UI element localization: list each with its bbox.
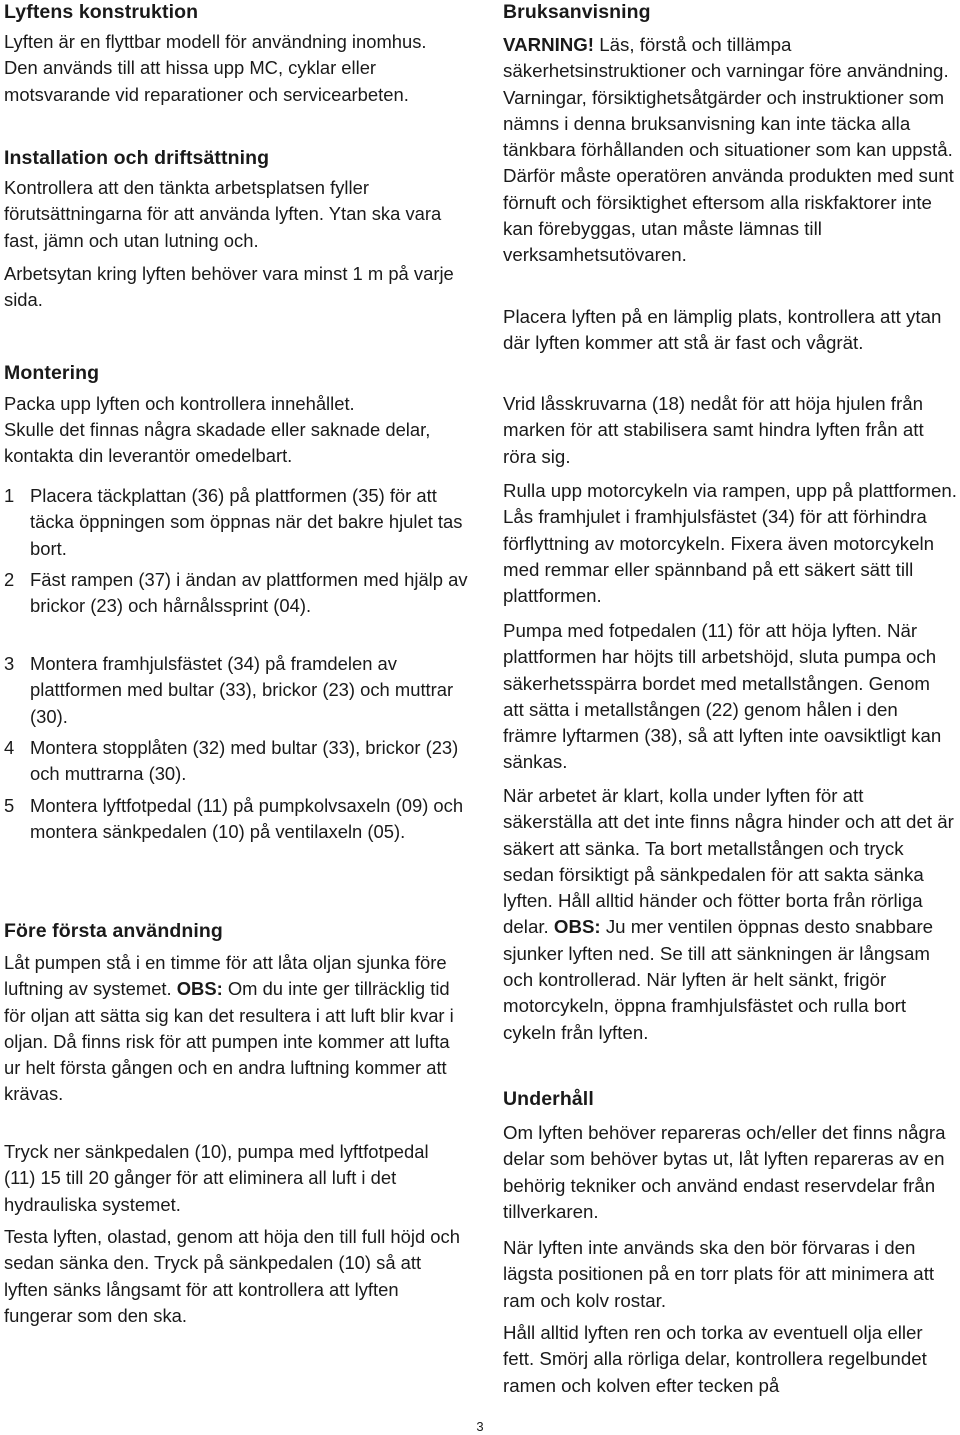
- step-number: 1: [4, 485, 15, 506]
- step-text: Fäst rampen (37) i ändan av plattformen med hjälp av brickor (23) och hårnålssprint (04).: [30, 569, 468, 617]
- assembly-step: [4, 735, 470, 788]
- first-use-text-2: Tryck ner sänkpedalen (10), pumpa med lyftfotpedal (11) 15 till 20 gånger för att eliminera all luft i det hydrauliska systemet.: [4, 1141, 429, 1215]
- heading-construction: Lyftens konstruktion: [4, 1, 199, 23]
- heading-installation: Installation och driftsättning: [4, 147, 270, 169]
- step-number: 5: [4, 795, 15, 816]
- warning-label: VARNING!: [503, 34, 595, 55]
- assembly-step: [4, 483, 470, 562]
- maintenance-text-1: Om lyften behöver repareras och/eller det finns några delar som behöver bytas ut, låt lyften repareras av en behörig tekniker och använd endast reservdelar från tillverkaren.: [503, 1122, 946, 1222]
- first-use-text-1: [4, 950, 462, 1108]
- step-text: Montera framhjulsfästet (34) på framdelen av plattformen med bultar (33), brickor (23) och muttrar (30).: [30, 653, 454, 727]
- assembly-step: [4, 651, 470, 730]
- step-number: 2: [4, 569, 15, 590]
- step-number: 3: [4, 653, 15, 674]
- instructions-text-4: Rulla upp motorcykeln via rampen, upp på plattformen. Lås framhjulet i framhjulsfästet (34) för att förhindra förflyttning av motorcykeln. Fixera även motorcykeln med remmar eller spännband på ett säkert sätt till plattformen.: [503, 480, 957, 607]
- first-use-text-1a: Låt pumpen stå i en timme för att låta oljan sjunka före luftning av systemet.: [4, 952, 447, 1000]
- maintenance-text-2: När lyften inte används ska den bör förvaras i den lägsta positionen på en torr plats för att minimera att ram och kolv rostar.: [503, 1237, 935, 1311]
- assembly-step: [4, 793, 470, 846]
- instructions-text-3: Vrid låsskruvarna (18) nedåt för att höja hjulen från marken för att stabilisera samt hindra lyften från att röra sig.: [503, 393, 924, 467]
- step-text: Placera täckplattan (36) på plattformen (35) för att täcka öppningen som öppnas när det bakre hjulet tas bort.: [30, 485, 463, 559]
- obs-label: OBS:: [176, 978, 223, 1000]
- assembly-intro-1: Packa upp lyften och kontrollera innehållet.: [4, 393, 355, 414]
- page-number: 3: [476, 1419, 484, 1434]
- heading-assembly: Montering: [4, 362, 100, 384]
- heading-instructions: Bruksanvisning: [503, 1, 651, 23]
- assembly-intro-2: Skulle det finnas några skadade eller saknade delar, kontakta din leverantör omedelbart.: [4, 419, 431, 467]
- maintenance-text-3: Håll alltid lyften ren och torka av eventuell olja eller fett. Smörj alla rörliga delar, kontrollera regelbundet ramen och kolven efter tecken på: [503, 1322, 927, 1396]
- first-use-text-1b: Om du inte ger tillräcklig tid för oljan att sätta sig kan det resultera i att luft blir kvar i oljan. Då finns risk för att pumpen inte kommer att lufta ur helt första gången och en andra luftning kommer att krävas.: [4, 978, 454, 1105]
- obs-label: OBS:: [553, 916, 601, 938]
- warning-body: Läs, förstå och tillämpa säkerhetsinstruktioner och varningar före användning. Varningar, försiktighetsåtgärder och instruktioner som nämns i denna bruksanvisning kan inte täcka alla tänkbara förhållanden och situationer som kan uppstå. Därför måste operatören använda produkten med sunt förnuft och försiktighet eftersom alla riskfaktorer inte kan förebyggas, utan måste lämnas till verksamhetsutövaren.: [503, 34, 954, 266]
- step-number: 4: [4, 737, 15, 758]
- heading-first-use: Före första användning: [4, 920, 223, 942]
- first-use-text-3: Testa lyften, olastad, genom att höja den till full höjd och sedan sänka den. Tryck på sänkpedalen (10) så att lyften sänks långsamt för att kontrollera att lyften fungerar som den ska.: [4, 1226, 460, 1326]
- instructions-text-6a: När arbetet är klart, kolla under lyften för att säkerställa att det inte finns några hinder och att det är säkert att sänka. Ta bort metallstången och tryck sedan försiktigt på sänkpedalen för att sakta sänka lyften. Håll alltid händer och fötter borta från rörliga delar.: [503, 785, 954, 938]
- step-text: Montera stopplåten (32) med bultar (33), brickor (23) och muttrarna (30).: [30, 737, 459, 785]
- construction-text: Lyften är en flyttbar modell för användning inomhus. Den används till att hissa upp MC, cyklar eller motsvarande vid reparationer och servicearbeten.: [4, 31, 427, 105]
- instructions-text-2: Placera lyften på en lämplig plats, kontrollera att ytan där lyften kommer att stå är fast och vågrät.: [503, 306, 942, 354]
- installation-text-2: Arbetsytan kring lyften behöver vara minst 1 m på varje sida.: [4, 263, 454, 311]
- instructions-text-5: Pumpa med fotpedalen (11) för att höja lyften. När plattformen har höjts till arbetshöjd, sluta pumpa och säkerhetsspärra bordet med metallstången. Genom att sätta i metallstången (22) genom hålen i den främre lyftarmen (38), så att lyften inte oavsiktligt kan sänkas.: [503, 620, 942, 773]
- step-text: Montera lyftfotpedal (11) på pumpkolvsaxeln (09) och montera sänkpedalen (10) på ventilaxeln (05).: [30, 795, 464, 843]
- instructions-text-6b: Ju mer ventilen öppnas desto snabbare sjunker lyften ned. Se till att sänkningen är långsam och kontrollerad. När lyften är helt sänkt, frigör motorcykeln, öppna framhjulsfästet och rulla bort cykeln från lyften.: [503, 916, 934, 1043]
- assembly-step: [4, 567, 470, 620]
- instructions-text-6: [503, 783, 955, 1046]
- warning-text: [503, 32, 955, 269]
- installation-text-1: Kontrollera att den tänkta arbetsplatsen fyller förutsättningarna för att använda lyften. Ytan ska vara fast, jämn och utan lutning och.: [4, 177, 442, 251]
- heading-maintenance: Underhåll: [503, 1088, 594, 1110]
